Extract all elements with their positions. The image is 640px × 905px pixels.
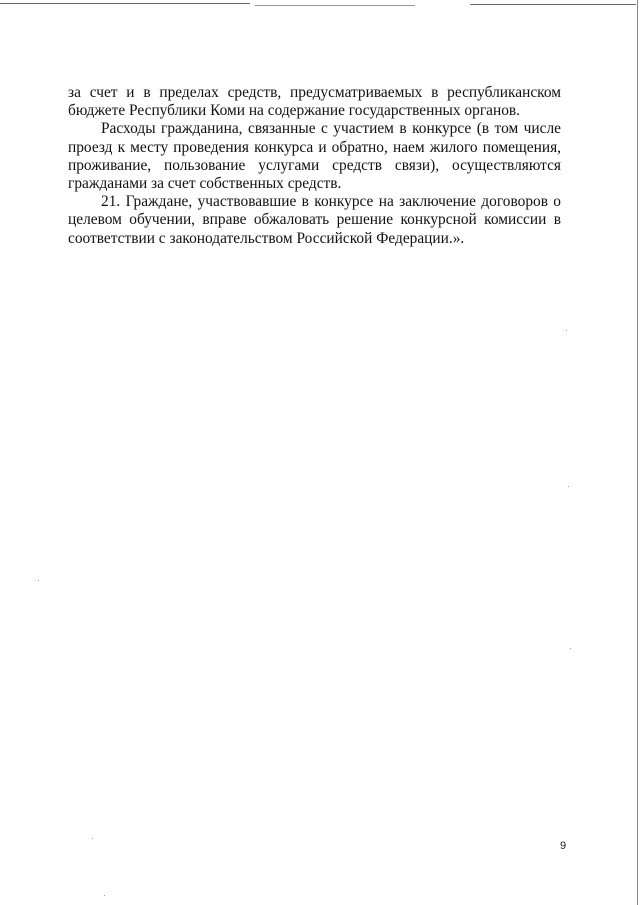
document-body (68, 84, 561, 248)
scan-speck (568, 486, 569, 487)
scan-speck (104, 895, 105, 896)
scan-speck (38, 580, 39, 581)
scan-speck (92, 838, 93, 839)
paragraph-continuation: за счет и в пределах средств, предусматриваемых в республиканском бюджете Республики Коми на содержание государственных органов. (68, 84, 561, 120)
scan-top-edge (0, 0, 640, 8)
paragraph-expenses: Расходы гражданина, связанные с участием в конкурсе (в том числе проезд к месту проведения конкурса и обратно, наем жилого помещения, проживание, пользование услугами средств связи), осуществляются гражданами за счет собственных средств. (68, 120, 561, 193)
paragraph-item-21: 21. Граждане, участвовавшие в конкурсе на заключение договоров о целевом обучении, вправе обжаловать решение конкурсной комиссии в соответствии с законодательством Российской Федерации.». (68, 193, 561, 247)
scan-speck (566, 330, 567, 331)
scan-speck (570, 648, 571, 649)
page-number: 9 (560, 840, 567, 852)
scan-right-edge (637, 0, 638, 905)
